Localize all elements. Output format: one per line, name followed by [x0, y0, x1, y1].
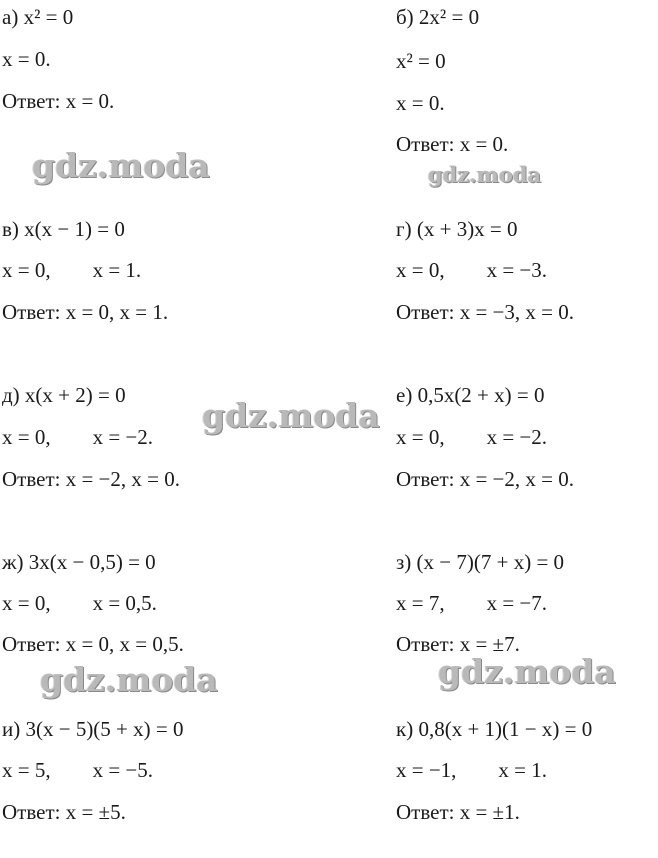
watermark-logo: gdz.moda [202, 396, 380, 435]
problem-v-equation: в) x(x − 1) = 0 [2, 217, 125, 241]
problem-i-equation: и) 3(x − 5)(5 + x) = 0 [2, 717, 184, 741]
problem-g-roots: x = 0, x = −3. [396, 258, 548, 282]
watermark-logo: gdz.moda [428, 162, 542, 187]
watermark-logo: gdz.moda [32, 146, 210, 185]
problem-a-equation: а) x² = 0 [2, 5, 74, 29]
problem-e-roots: x = 0, x = −2. [396, 425, 548, 449]
problem-g-equation: г) (x + 3)x = 0 [396, 217, 518, 241]
problem-zh-answer: Ответ: x = 0, x = 0,5. [2, 632, 184, 656]
problem-z-roots: x = 7, x = −7. [396, 591, 548, 615]
problem-v-roots: x = 0, x = 1. [2, 258, 142, 282]
problem-d-roots: x = 0, x = −2. [2, 425, 154, 449]
problem-z-answer: Ответ: x = ±7. [396, 632, 520, 656]
problem-b-answer: Ответ: x = 0. [396, 132, 509, 156]
problem-e-equation: е) 0,5x(2 + x) = 0 [396, 383, 545, 407]
problem-d-equation: д) x(x + 2) = 0 [2, 383, 126, 407]
problem-e-answer: Ответ: x = −2, x = 0. [396, 467, 574, 491]
problem-z-equation: з) (x − 7)(7 + x) = 0 [396, 550, 565, 574]
problem-d-answer: Ответ: x = −2, x = 0. [2, 467, 180, 491]
problem-zh-equation: ж) 3x(x − 0,5) = 0 [2, 550, 156, 574]
problem-zh-roots: x = 0, x = 0,5. [2, 591, 157, 615]
problem-i-roots: x = 5, x = −5. [2, 758, 154, 782]
problem-k-answer: Ответ: x = ±1. [396, 800, 520, 824]
problem-k-equation: к) 0,8(x + 1)(1 − x) = 0 [396, 717, 593, 741]
problem-g-answer: Ответ: x = −3, x = 0. [396, 300, 574, 324]
problem-b-equation: б) 2x² = 0 [396, 5, 480, 29]
problem-a-step: x = 0. [2, 47, 51, 71]
watermark-logo: gdz.moda [40, 660, 218, 699]
watermark-logo: gdz.moda [438, 652, 616, 691]
problem-v-answer: Ответ: x = 0, x = 1. [2, 300, 169, 324]
problem-b-step-2: x = 0. [396, 91, 445, 115]
problem-b-step-1: x² = 0 [396, 49, 446, 73]
problem-i-answer: Ответ: x = ±5. [2, 800, 126, 824]
problem-a-answer: Ответ: x = 0. [2, 89, 115, 113]
problem-k-roots: x = −1, x = 1. [396, 758, 548, 782]
